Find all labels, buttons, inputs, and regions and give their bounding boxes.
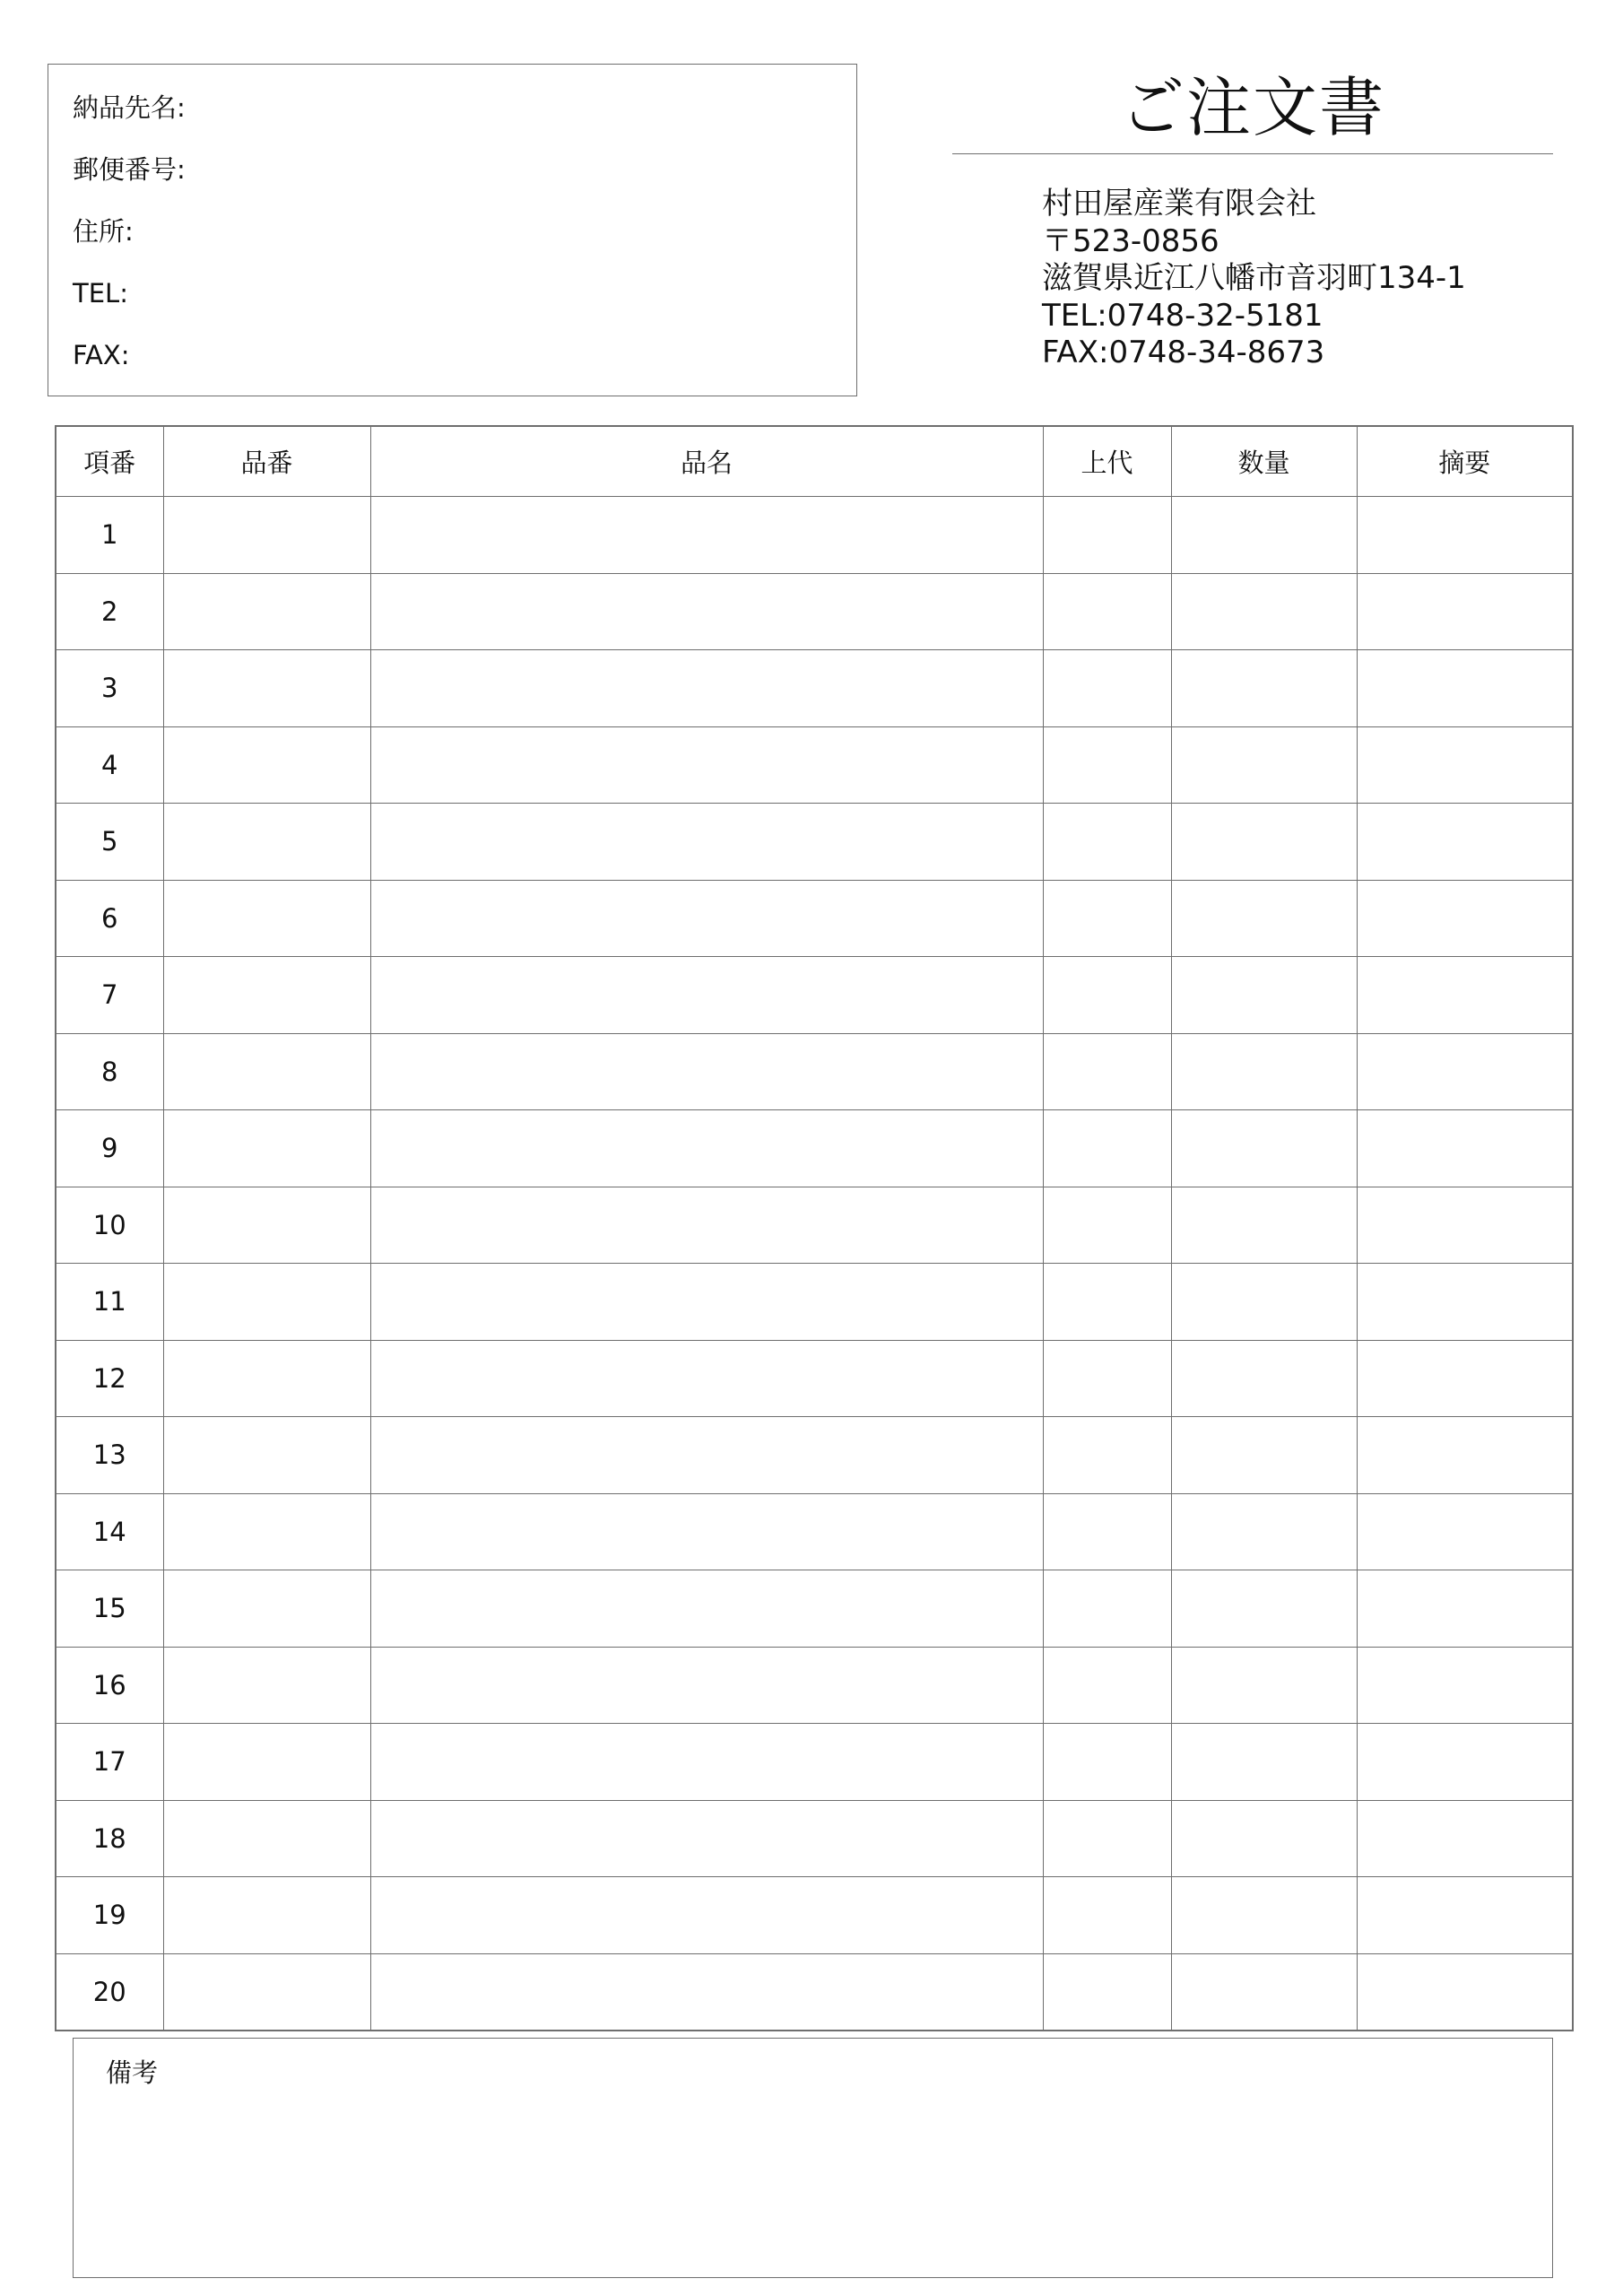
table-row [56, 1953, 1573, 2031]
table-row [56, 1340, 1573, 1417]
product-name-cell[interactable] [370, 1340, 1043, 1417]
recipient-name-label: 納品先名: [73, 92, 186, 123]
quantity-cell[interactable] [1171, 1187, 1357, 1264]
remarks-cell[interactable] [1357, 573, 1573, 650]
company-name: 村田屋産業有限会社 [1042, 186, 1316, 222]
retail-price-cell[interactable] [1043, 1877, 1171, 1954]
quantity-cell[interactable] [1171, 804, 1357, 881]
table-row [56, 497, 1573, 574]
product-code-cell[interactable] [163, 1647, 370, 1724]
item-no-cell: 18 [56, 1800, 163, 1877]
item-no-cell: 13 [56, 1417, 163, 1494]
product-name-cell[interactable] [370, 1570, 1043, 1648]
item-no-cell: 2 [56, 573, 163, 650]
product-name-cell[interactable] [370, 1724, 1043, 1801]
recipient-fax-label: FAX: [73, 340, 130, 370]
retail-price-cell[interactable] [1043, 957, 1171, 1034]
retail-price-cell[interactable] [1043, 1110, 1171, 1187]
retail-price-cell[interactable] [1043, 1647, 1171, 1724]
remarks-cell[interactable] [1357, 650, 1573, 727]
header-product-name: 品名 [370, 426, 1043, 497]
remarks-cell[interactable] [1357, 1417, 1573, 1494]
item-no-cell: 20 [56, 1953, 163, 2031]
retail-price-cell[interactable] [1043, 497, 1171, 574]
header-product-code: 品番 [163, 426, 370, 497]
product-name-cell[interactable] [370, 1187, 1043, 1264]
product-code-cell[interactable] [163, 573, 370, 650]
quantity-cell[interactable] [1171, 1724, 1357, 1801]
product-code-cell[interactable] [163, 1110, 370, 1187]
retail-price-cell[interactable] [1043, 573, 1171, 650]
table-row [56, 1724, 1573, 1801]
quantity-cell[interactable] [1171, 1340, 1357, 1417]
company-postal: 〒523-0856 [1042, 222, 1219, 259]
table-row [56, 1800, 1573, 1877]
product-name-cell[interactable] [370, 1800, 1043, 1877]
company-info [1042, 186, 1466, 372]
remarks-cell[interactable] [1357, 726, 1573, 804]
product-code-cell[interactable] [163, 1953, 370, 2031]
quantity-cell[interactable] [1171, 880, 1357, 957]
quantity-cell[interactable] [1171, 957, 1357, 1034]
product-code-cell[interactable] [163, 1877, 370, 1954]
table-row [56, 650, 1573, 727]
quantity-cell[interactable] [1171, 1417, 1357, 1494]
retail-price-cell[interactable] [1043, 1417, 1171, 1494]
item-no-cell: 12 [56, 1340, 163, 1417]
table-row [56, 1493, 1573, 1570]
recipient-address-label: 住所: [73, 216, 134, 247]
item-no-cell: 7 [56, 957, 163, 1034]
product-name-cell[interactable] [370, 1264, 1043, 1341]
remarks-cell[interactable] [1357, 1647, 1573, 1724]
product-name-cell[interactable] [370, 1417, 1043, 1494]
retail-price-cell[interactable] [1043, 1493, 1171, 1570]
table-row [56, 880, 1573, 957]
product-code-cell[interactable] [163, 1417, 370, 1494]
table-row [56, 1570, 1573, 1648]
quantity-cell[interactable] [1171, 1493, 1357, 1570]
table-row [56, 1187, 1573, 1264]
item-no-cell: 10 [56, 1187, 163, 1264]
product-name-cell[interactable] [370, 573, 1043, 650]
quantity-cell[interactable] [1171, 1877, 1357, 1954]
remarks-cell[interactable] [1357, 1264, 1573, 1341]
product-name-cell[interactable] [370, 1953, 1043, 2031]
header-quantity: 数量 [1171, 426, 1357, 497]
product-code-cell[interactable] [163, 650, 370, 727]
product-code-cell[interactable] [163, 804, 370, 881]
product-code-cell[interactable] [163, 1493, 370, 1570]
item-no-cell: 17 [56, 1724, 163, 1801]
quantity-cell[interactable] [1171, 1953, 1357, 2031]
remarks-cell[interactable] [1357, 957, 1573, 1034]
table-row [56, 726, 1573, 804]
header-remarks: 摘要 [1357, 426, 1573, 497]
table-row [56, 1033, 1573, 1110]
table-header-row [56, 426, 1573, 497]
product-name-cell[interactable] [370, 726, 1043, 804]
remarks-label: 備考 [106, 2057, 159, 2088]
product-code-cell[interactable] [163, 497, 370, 574]
company-address: 滋賀県近江八幡市音羽町134-1 [1042, 260, 1466, 296]
product-name-cell[interactable] [370, 1033, 1043, 1110]
product-code-cell[interactable] [163, 726, 370, 804]
item-no-cell: 3 [56, 650, 163, 727]
table-row [56, 1417, 1573, 1494]
product-name-cell[interactable] [370, 650, 1043, 727]
retail-price-cell[interactable] [1043, 1340, 1171, 1417]
remarks-cell[interactable] [1357, 497, 1573, 574]
recipient-box [48, 64, 857, 396]
product-name-cell[interactable] [370, 1647, 1043, 1724]
item-no-cell: 19 [56, 1877, 163, 1954]
retail-price-cell[interactable] [1043, 1570, 1171, 1648]
table-row [56, 1264, 1573, 1341]
item-no-cell: 8 [56, 1033, 163, 1110]
remarks-cell[interactable] [1357, 1570, 1573, 1648]
document-title: ご注文書 [1119, 70, 1385, 145]
quantity-cell[interactable] [1171, 1110, 1357, 1187]
remarks-cell[interactable] [1357, 1953, 1573, 2031]
company-tel: TEL:0748-32-5181 [1042, 297, 1324, 334]
title-divider [952, 153, 1553, 154]
remarks-cell[interactable] [1357, 1724, 1573, 1801]
item-no-cell: 15 [56, 1570, 163, 1648]
product-name-cell[interactable] [370, 1877, 1043, 1954]
product-code-cell[interactable] [163, 1570, 370, 1648]
product-code-cell[interactable] [163, 1187, 370, 1264]
item-no-cell: 1 [56, 497, 163, 574]
table-row [56, 1877, 1573, 1954]
retail-price-cell[interactable] [1043, 804, 1171, 881]
quantity-cell[interactable] [1171, 726, 1357, 804]
product-code-cell[interactable] [163, 1724, 370, 1801]
quantity-cell[interactable] [1171, 1033, 1357, 1110]
table-row [56, 957, 1573, 1034]
product-code-cell[interactable] [163, 880, 370, 957]
remarks-cell[interactable] [1357, 1493, 1573, 1570]
retail-price-cell[interactable] [1043, 726, 1171, 804]
remarks-cell[interactable] [1357, 1800, 1573, 1877]
remarks-box[interactable] [73, 2038, 1553, 2278]
product-code-cell[interactable] [163, 1033, 370, 1110]
table-row [56, 804, 1573, 881]
recipient-tel-label: TEL: [73, 278, 128, 309]
product-code-cell[interactable] [163, 1264, 370, 1341]
quantity-cell[interactable] [1171, 1570, 1357, 1648]
product-code-cell[interactable] [163, 957, 370, 1034]
table-row [56, 1647, 1573, 1724]
remarks-cell[interactable] [1357, 804, 1573, 881]
remarks-cell[interactable] [1357, 880, 1573, 957]
item-no-cell: 11 [56, 1264, 163, 1341]
product-name-cell[interactable] [370, 497, 1043, 574]
product-name-cell[interactable] [370, 880, 1043, 957]
table-body [56, 497, 1573, 2031]
table-row [56, 573, 1573, 650]
product-code-cell[interactable] [163, 1340, 370, 1417]
header-retail-price: 上代 [1043, 426, 1171, 497]
item-no-cell: 16 [56, 1647, 163, 1724]
retail-price-cell[interactable] [1043, 1264, 1171, 1341]
header-item-no: 項番 [56, 426, 163, 497]
product-code-cell[interactable] [163, 1800, 370, 1877]
order-table [55, 425, 1574, 2031]
quantity-cell[interactable] [1171, 1264, 1357, 1341]
remarks-cell[interactable] [1357, 1033, 1573, 1110]
retail-price-cell[interactable] [1043, 1724, 1171, 1801]
retail-price-cell[interactable] [1043, 1800, 1171, 1877]
remarks-cell[interactable] [1357, 1187, 1573, 1264]
remarks-cell[interactable] [1357, 1110, 1573, 1187]
item-no-cell: 14 [56, 1493, 163, 1570]
product-name-cell[interactable] [370, 1110, 1043, 1187]
retail-price-cell[interactable] [1043, 650, 1171, 727]
item-no-cell: 5 [56, 804, 163, 881]
quantity-cell[interactable] [1171, 1647, 1357, 1724]
quantity-cell[interactable] [1171, 573, 1357, 650]
item-no-cell: 4 [56, 726, 163, 804]
quantity-cell[interactable] [1171, 497, 1357, 574]
product-name-cell[interactable] [370, 804, 1043, 881]
retail-price-cell[interactable] [1043, 1033, 1171, 1110]
product-name-cell[interactable] [370, 957, 1043, 1034]
retail-price-cell[interactable] [1043, 1187, 1171, 1264]
retail-price-cell[interactable] [1043, 1953, 1171, 2031]
item-no-cell: 9 [56, 1110, 163, 1187]
table-row [56, 1110, 1573, 1187]
quantity-cell[interactable] [1171, 650, 1357, 727]
retail-price-cell[interactable] [1043, 880, 1171, 957]
quantity-cell[interactable] [1171, 1800, 1357, 1877]
remarks-cell[interactable] [1357, 1340, 1573, 1417]
product-name-cell[interactable] [370, 1493, 1043, 1570]
item-no-cell: 6 [56, 880, 163, 957]
recipient-postal-label: 郵便番号: [73, 154, 186, 185]
remarks-cell[interactable] [1357, 1877, 1573, 1954]
company-fax: FAX:0748-34-8673 [1042, 335, 1325, 370]
